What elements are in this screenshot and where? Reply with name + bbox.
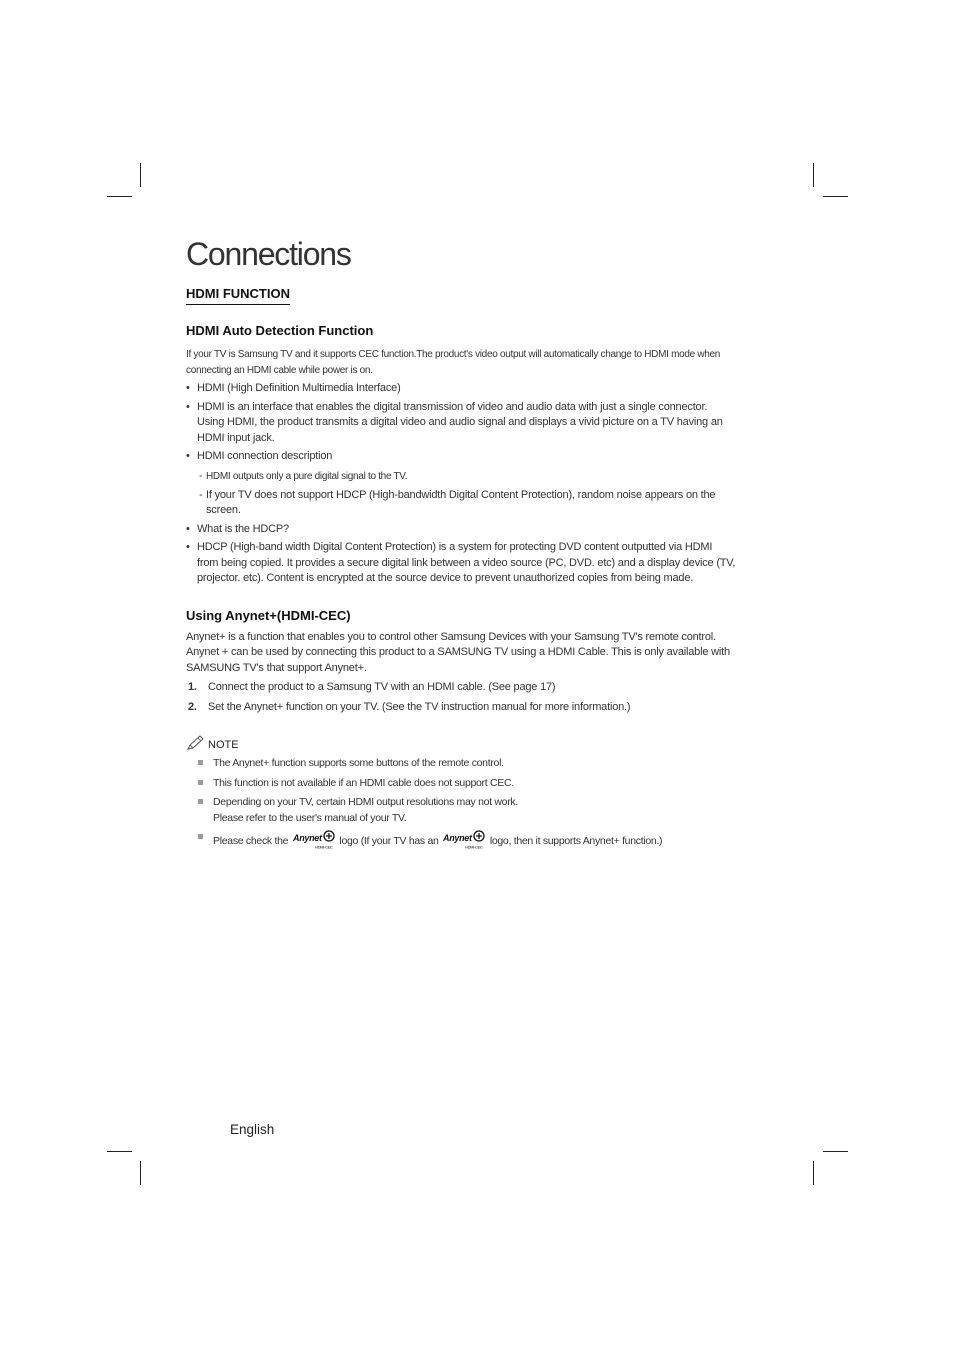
auto-detection-heading: HDMI Auto Detection Function: [186, 323, 374, 338]
footer-language: English: [230, 1122, 275, 1137]
anynet-intro: Anynet+ is a function that enables you to control other Samsung Devices with your Samsung TV's remote control. Anynet + can be used by connecting this product to a SAMSUNG TV using a HDMI Cable. This is only available with SAMSUNG TV's that support Anynet+.: [186, 630, 730, 674]
list-item: • HDMI connection description: [186, 450, 333, 462]
note-heading: NOTE: [186, 739, 736, 751]
crop-mark: [823, 196, 848, 197]
section-title: HDMI FUNCTION: [186, 286, 290, 305]
svg-text:HDMI-CEC: HDMI-CEC: [314, 844, 333, 850]
list-item: • HDCP (High-band width Digital Content Protection) is a system for protecting DVD content outputted via HDMI from being copied. It provides a secure digital link between a video source (PC, DVD. etc) and a display device (TV, projector. etc). Content is encrypted at the source device to prevent unauthorized copies from being made.: [186, 541, 736, 584]
sub-list-item: - If your TV does not support HDCP (High-bandwidth Digital Content Protection), random noise appears on the screen.: [199, 488, 716, 516]
note-item: Please check the Anynet HDMI-CEC logo (If your TV has an Anynet HDMI-CEC logo, then it supports Anynet+ function.): [186, 830, 736, 850]
svg-text:Anynet: Anynet: [443, 833, 472, 843]
note-item: The Anynet+ function supports some buttons of the remote control.: [186, 756, 736, 772]
sub-list-item: - HDMI outputs only a pure digital signal to the TV.: [199, 470, 408, 482]
crop-mark: [823, 1151, 848, 1152]
crop-mark: [813, 163, 814, 187]
anynet-logo: [293, 830, 335, 850]
pencil-note-icon: [186, 735, 208, 751]
list-item: • What is the HDCP?: [186, 522, 289, 535]
step-item: 1. Connect the product to a Samsung TV with an HDMI cable. (See page 17): [188, 681, 556, 693]
crop-mark: [107, 196, 132, 197]
step-item: 2. Set the Anynet+ function on your TV. (See the TV instruction manual for more information.): [188, 700, 631, 713]
crop-mark: [107, 1151, 132, 1152]
main-content: [186, 323, 736, 850]
page-title: Connections: [186, 236, 351, 272]
anynet-logo: [443, 830, 485, 850]
list-item: • HDMI (High Definition Multimedia Interface): [186, 382, 401, 394]
crop-mark: [140, 163, 141, 187]
svg-text:Anynet: Anynet: [292, 833, 322, 843]
anynet-heading: Using Anynet+(HDMI-CEC): [186, 607, 351, 623]
svg-text:HDMI-CEC: HDMI-CEC: [465, 844, 483, 850]
auto-detection-intro: If your TV is Samsung TV and it supports CEC function.The product's video output will automatically change to HDMI mode when connecting an HDMI cable while power is on.: [186, 349, 721, 376]
crop-mark: [813, 1161, 814, 1185]
note-item: Depending on your TV, certain HDMI output resolutions may not work. Please refer to the user's manual of your TV.: [186, 795, 736, 826]
list-item: • HDMI is an interface that enables the digital transmission of video and audio data with just a single connector. Using HDMI, the product transmits a digital video and audio signal and displays a vivid picture on a TV having an HDMI input jack.: [186, 400, 723, 444]
note-item: This function is not available if an HDMI cable does not support CEC.: [186, 776, 736, 792]
crop-mark: [140, 1161, 141, 1185]
